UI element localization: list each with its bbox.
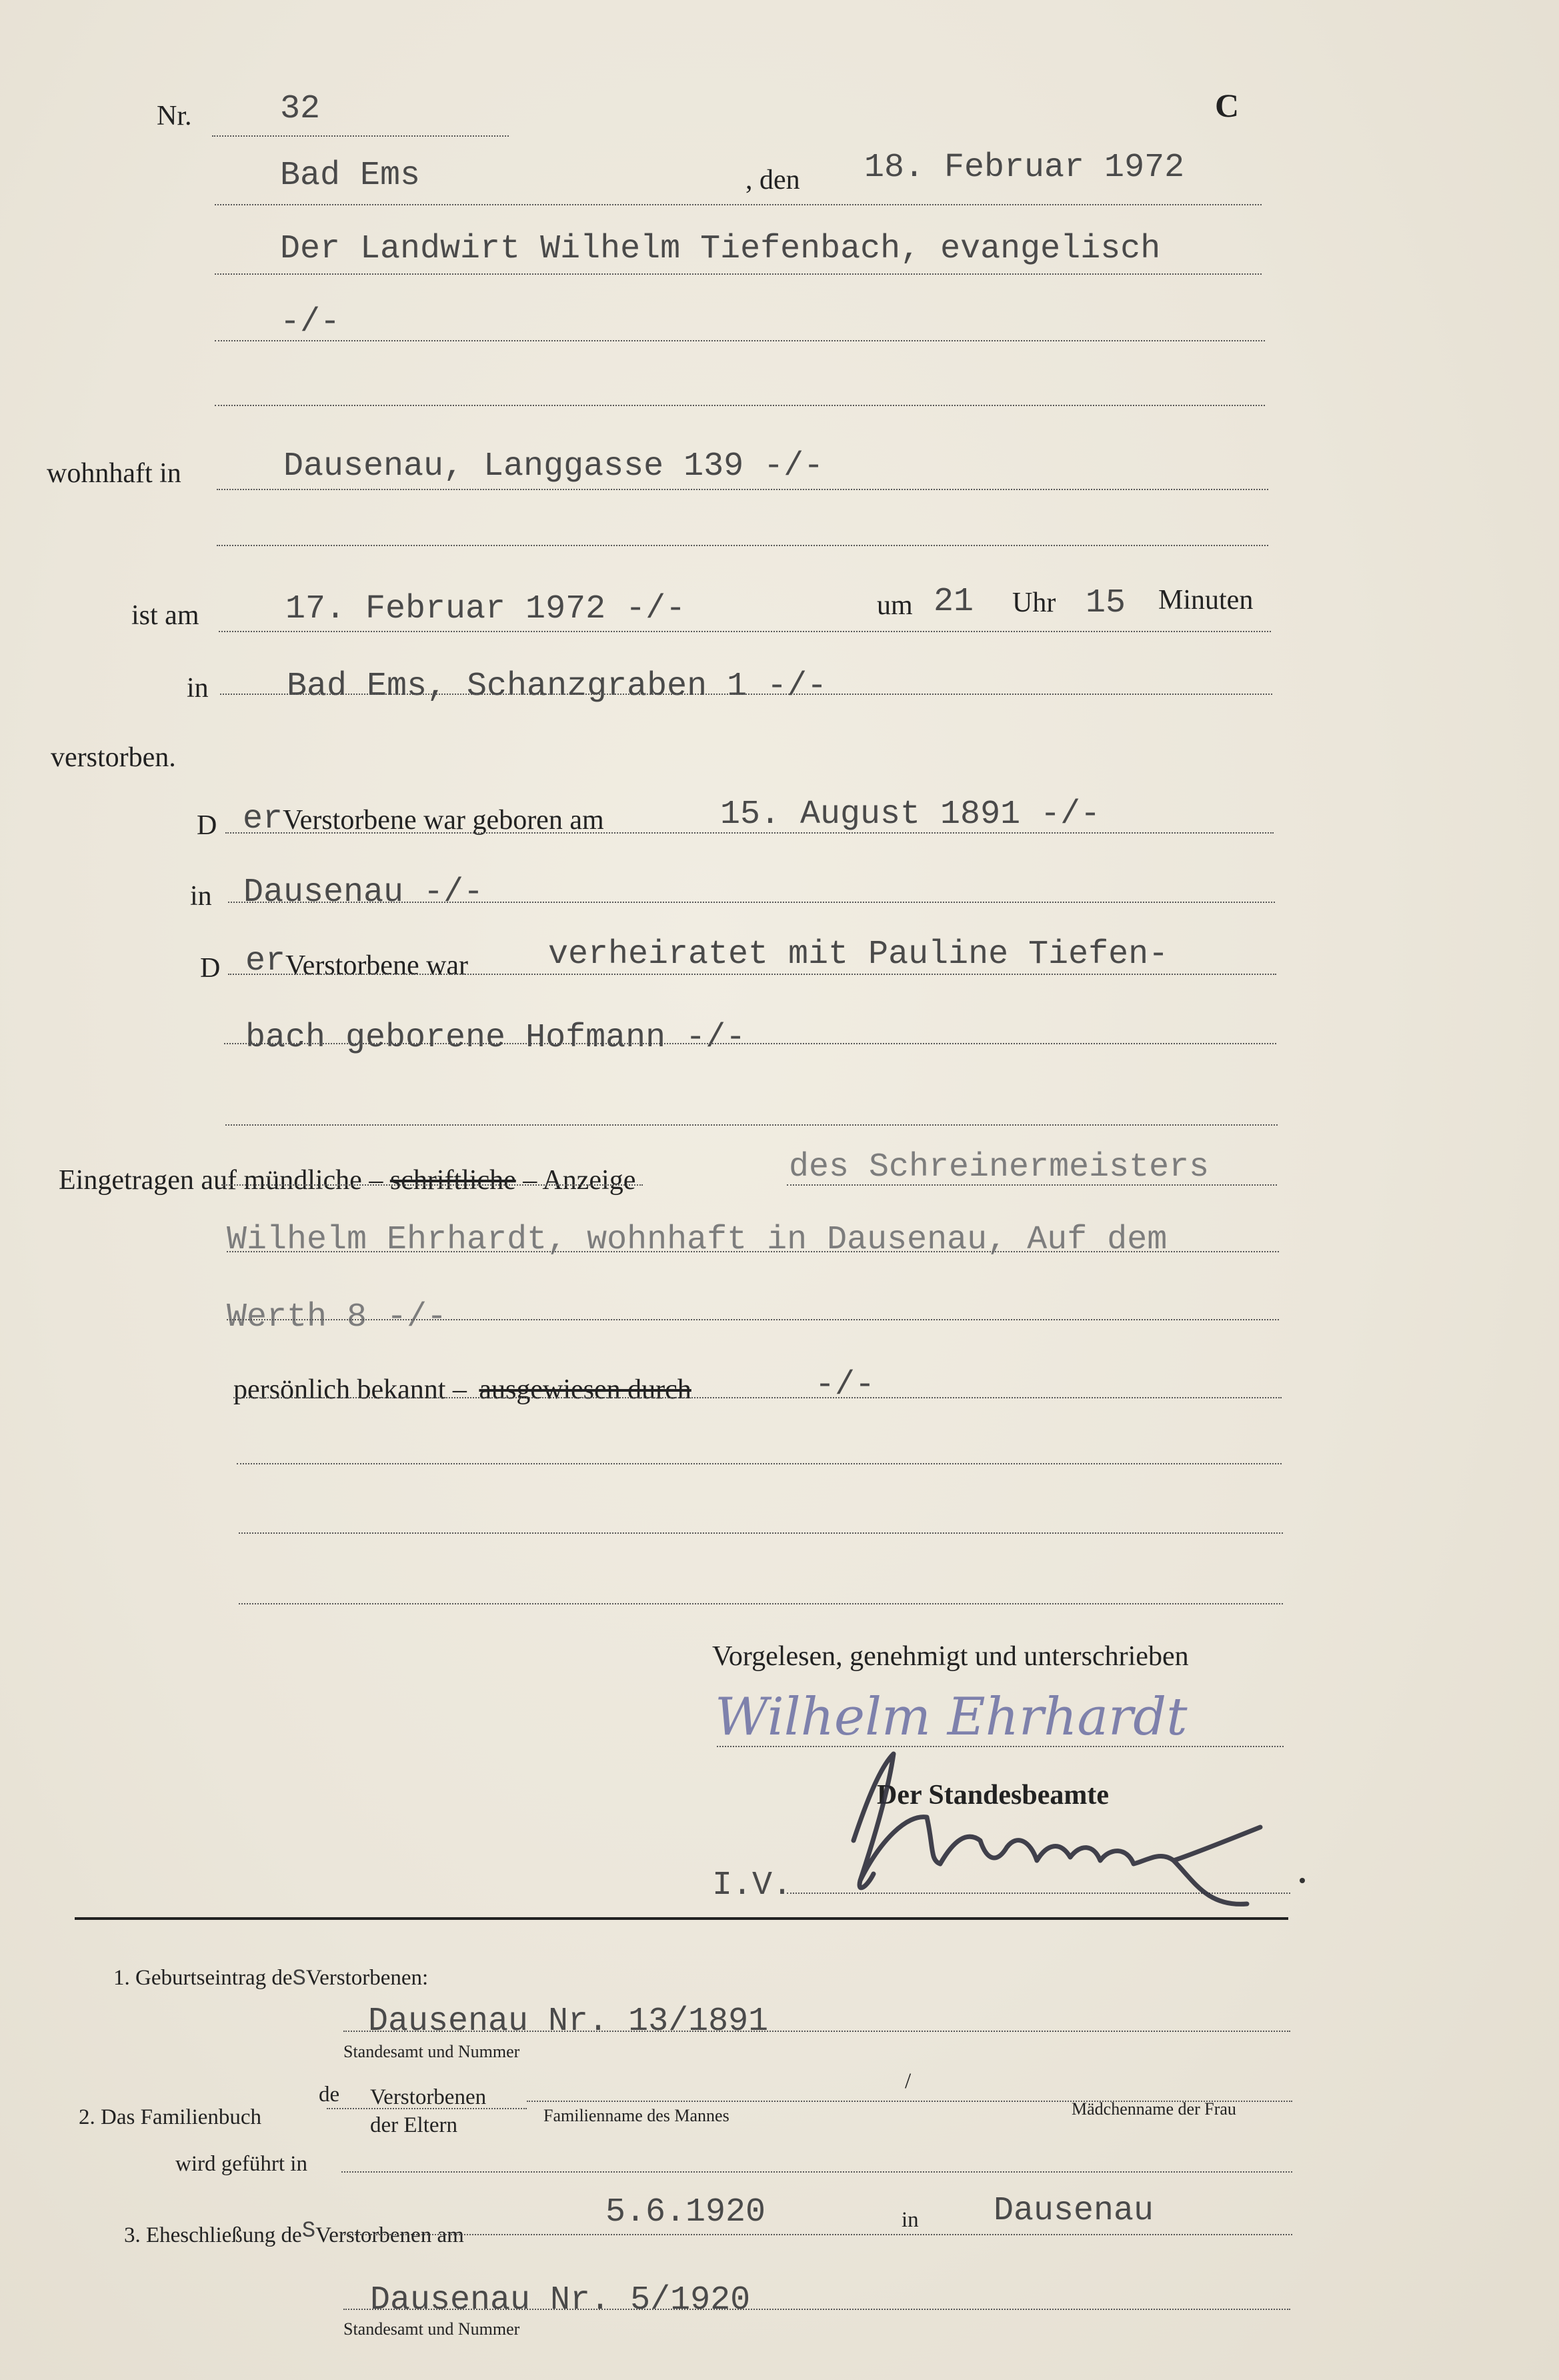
um-label: um bbox=[877, 590, 913, 621]
item2-gefuehrt-line bbox=[341, 2171, 1292, 2173]
death-date-value: 17. Februar 1972 -/- bbox=[285, 590, 686, 628]
item2-gefuehrt: wird geführt in bbox=[175, 2152, 307, 2176]
item2-slash: / bbox=[905, 2069, 912, 2093]
minuten-label: Minuten bbox=[1158, 585, 1254, 616]
person-value: Der Landwirt Wilhelm Tiefenbach, evangelisch bbox=[280, 230, 1161, 268]
item2-eltern: der Eltern bbox=[370, 2113, 458, 2137]
item1-suffix: Verstorbenen: bbox=[305, 1966, 429, 1990]
registration-value-1: des Schreinermeisters bbox=[789, 1148, 1210, 1186]
uhr-label: Uhr bbox=[1012, 587, 1056, 618]
nr-label: Nr. bbox=[157, 101, 192, 131]
place-value: Bad Ems bbox=[280, 157, 421, 195]
known-value: -/- bbox=[815, 1366, 876, 1404]
item1-label: 1. Geburtseintrag de bbox=[113, 1966, 293, 1990]
residence-label: wohnhaft in bbox=[47, 458, 181, 489]
birth-date-value: 15. August 1891 -/- bbox=[720, 796, 1101, 834]
schriftliche-struck: schriftliche bbox=[389, 1165, 516, 1196]
verstorben-label: verstorben. bbox=[51, 742, 176, 773]
item3-label: 3. Eheschließung de bbox=[124, 2223, 302, 2247]
birth-er-typed: er bbox=[243, 800, 283, 838]
item3-line bbox=[341, 2234, 1292, 2235]
den-label: , den bbox=[745, 165, 800, 195]
item1-line bbox=[343, 2031, 1290, 2032]
eingetragen-label: Eingetragen auf mündliche – bbox=[59, 1165, 383, 1196]
item1-s: S bbox=[292, 1967, 306, 1992]
item1-row bbox=[113, 1961, 428, 1998]
item3-value: Dausenau Nr. 5/1920 bbox=[370, 2281, 751, 2319]
item3-value-line bbox=[343, 2309, 1290, 2310]
informant-signature: Wilhelm Ehrhardt bbox=[715, 1687, 1188, 1747]
marital-label: Verstorbene war bbox=[285, 950, 469, 981]
marital-d-label: D bbox=[200, 953, 221, 984]
ausgewiesen-struck: ausgewiesen durch bbox=[479, 1374, 691, 1405]
birth-label: Verstorbene war geboren am bbox=[283, 805, 604, 836]
item2-caption-frau: Mädchenname der Frau bbox=[1072, 2099, 1236, 2119]
item3-suffix: Verstorbenen am bbox=[315, 2223, 464, 2247]
item3-s: S bbox=[301, 2219, 316, 2244]
birth-place-value: Dausenau -/- bbox=[243, 874, 484, 912]
item3-date: 5.6.1920 bbox=[605, 2193, 766, 2231]
item2-caption-mann: Familienname des Mannes bbox=[543, 2106, 729, 2125]
marital-value-2: bach geborene Hofmann -/- bbox=[245, 1019, 746, 1057]
item1-caption: Standesamt und Nummer bbox=[343, 2042, 520, 2061]
marital-value-1: verheiratet mit Pauline Tiefen- bbox=[548, 936, 1169, 974]
item1-value: Dausenau Nr. 13/1891 bbox=[368, 2003, 769, 2041]
iv-label: I.V. bbox=[712, 1867, 793, 1905]
death-in-label: in bbox=[187, 673, 209, 704]
item2-small-line bbox=[327, 2108, 527, 2109]
footer-separator bbox=[75, 1917, 1288, 1920]
item3-caption: Standesamt und Nummer bbox=[343, 2319, 520, 2339]
registration-value-3: Werth 8 -/- bbox=[227, 1298, 447, 1336]
death-place-value: Bad Ems, Schanzgraben 1 -/- bbox=[287, 668, 828, 706]
read-label: Vorgelesen, genehmigt und unterschrieben bbox=[712, 1641, 1189, 1672]
death-minute-value: 15 bbox=[1086, 584, 1126, 622]
anzeige-label: – Anzeige bbox=[523, 1165, 636, 1196]
birth-d-label: D bbox=[197, 810, 217, 841]
item3-in: in bbox=[902, 2208, 919, 2232]
item2-de: de bbox=[319, 2083, 340, 2107]
official-label: Der Standesbeamte bbox=[877, 1780, 1110, 1811]
item3-row bbox=[124, 2218, 464, 2255]
known-label: persönlich bekannt – bbox=[233, 1374, 467, 1405]
item3-place: Dausenau bbox=[994, 2192, 1154, 2230]
residence-value: Dausenau, Langgasse 139 -/- bbox=[283, 447, 824, 485]
birth-in-label: in bbox=[190, 881, 212, 912]
date-value: 18. Februar 1972 bbox=[864, 149, 1185, 187]
registration-value-2: Wilhelm Ehrhardt, wohnhaft in Dausenau, Auf dem bbox=[227, 1221, 1168, 1259]
marital-er-typed: er bbox=[245, 942, 286, 980]
nr-value: 32 bbox=[280, 90, 321, 128]
register-letter: C bbox=[1215, 87, 1240, 124]
item2-label: 2. Das Familienbuch bbox=[79, 2105, 262, 2129]
person-extra: -/- bbox=[280, 303, 341, 341]
item2-verstorbenen: Verstorbenen bbox=[370, 2085, 487, 2109]
death-hour-value: 21 bbox=[934, 583, 974, 621]
ist-am-label: ist am bbox=[131, 600, 199, 631]
